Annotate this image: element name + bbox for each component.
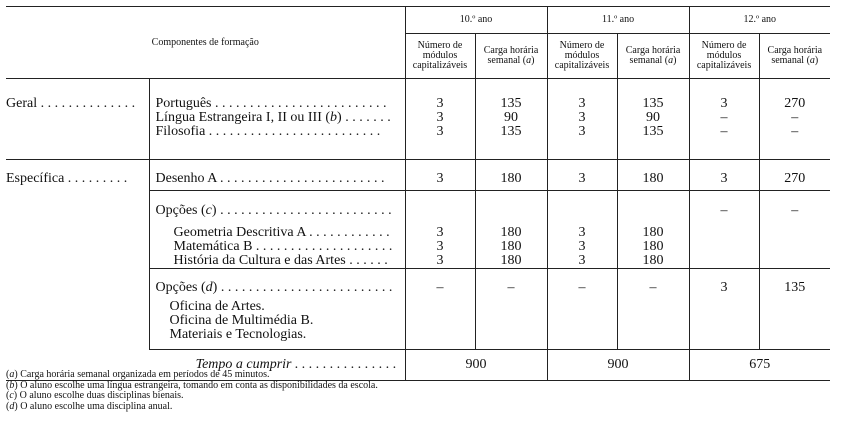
geral-value: – [720,111,728,125]
subject-filosofia: Filosofia . . . . . . . . . . . . . . . . . . . . . . . . . [155,125,381,139]
total-11: 900 [547,350,689,381]
geral-value: 135 [642,125,664,139]
geral-value: 3 [578,125,586,139]
year-11-header: 11.º ano [547,7,689,34]
modules-header-12: Número de módulos capitalizáveis [689,34,759,79]
footnote-a: (a) Carga horária semanal organizada em períodos de 45 minutos. [6,369,270,380]
opc-c-value [690,254,759,268]
opc-c-value: 180 [500,240,522,254]
total-10: 900 [405,350,547,381]
geral-value: 3 [578,97,586,111]
geral-value: – [720,125,728,139]
opc-d-value: 135 [759,269,830,350]
geral-col [475,79,547,160]
geral-col [689,79,759,160]
opc-c-value: 180 [500,254,522,268]
opc-c-header-value [406,204,475,218]
opcoes-c-label: Opções (c) . . . . . . . . . . . . . . . . . . . . . . . . . [155,204,392,218]
geral-col [617,79,689,160]
total-12: 675 [689,350,830,381]
section-especifica [6,160,830,191]
opc-c-value: 180 [500,226,522,240]
opc-c-col [689,191,759,269]
opc-c-value: 180 [642,254,664,268]
desenho-value: 3 [547,160,617,191]
year-10-header: 10.º ano [405,7,547,34]
opc-c-value [760,254,831,268]
header-row-years [6,7,830,34]
geral-value: 135 [500,97,522,111]
desenho-value: 270 [759,160,830,191]
geral-value: 3 [436,111,444,125]
opc-c-header-value [548,204,617,218]
subject-geometria: Geometria Descritiva A . . . . . . . . . . . . [173,226,390,240]
subject-materiais: Materiais e Tecnologias. [169,328,307,342]
tempo-label: Tempo a cumprir . . . . . . . . . . . . . . . [6,350,405,381]
geral-value: 3 [720,97,728,111]
geral-subjects [149,79,405,160]
geral-value: 3 [436,97,444,111]
opc-c-col [475,191,547,269]
subject-desenho-a: Desenho A . . . . . . . . . . . . . . . . . . . . . . . . [149,160,405,191]
footnote-c: (c) O aluno escolhe duas disciplinas bienais. [6,390,184,401]
footnote-d: (d) O aluno escolhe uma disciplina anual. [6,400,173,412]
geral-value: 270 [784,97,806,111]
modules-header-10: Número de módulos capitalizáveis [405,34,475,79]
desenho-value: 3 [689,160,759,191]
geral-value: 90 [504,111,518,125]
opc-c-value: 3 [436,240,444,254]
opc-c-value: 3 [578,226,586,240]
geral-value: 3 [436,125,444,139]
geral-value: 135 [500,125,522,139]
desenho-value: 3 [405,160,475,191]
desenho-value: 180 [475,160,547,191]
opc-c-value: 3 [578,254,586,268]
opc-d-value: – [405,269,475,350]
subject-oficina-artes: Oficina de Artes. [169,300,265,314]
components-header: Componentes de formação [6,7,405,79]
opc-d-value: – [547,269,617,350]
opc-d-value: – [475,269,547,350]
geral-col [405,79,475,160]
opc-c-value [690,240,759,254]
hours-header-10: Carga horária semanal (a) [475,34,547,79]
subject-portugues: Português . . . . . . . . . . . . . . . . . . . . . . . . . [155,97,387,111]
geral-value: – [791,125,799,139]
opc-c-col [759,191,830,269]
geral-value: 3 [578,111,586,125]
opc-c-value: 3 [578,240,586,254]
footnote-b: (b) O aluno escolhe uma língua estrangeira, tomando em conta as disponibilidades da escola. [6,379,378,391]
opcoes-d-label: Opções (d) . . . . . . . . . . . . . . . . . . . . . . . . . [155,281,393,295]
modules-header-11: Número de módulos capitalizáveis [547,34,617,79]
opc-c-value: 180 [642,226,664,240]
opc-c-col [617,191,689,269]
opc-c-header-value [476,204,547,218]
opc-c-value [760,226,831,240]
opc-c-col [405,191,475,269]
hours-header-11: Carga horária semanal (a) [617,34,689,79]
opc-c-value: 3 [436,226,444,240]
year-12-header: 12.º ano [689,7,830,34]
geral-col [759,79,830,160]
geral-value: – [791,111,799,125]
geral-value: 90 [646,111,661,125]
geral-col [547,79,617,160]
subject-oficina-multimedia: Oficina de Multimédia B. [169,314,314,328]
curriculum-table [6,6,830,381]
opc-c-value [760,240,831,254]
opc-c-header-value [618,204,689,218]
footnotes [6,370,378,412]
geral-value: 135 [642,97,664,111]
opc-c-value: 3 [436,254,444,268]
opc-c-header-value: – [720,204,728,218]
opc-d-value: – [617,269,689,350]
opc-d-value: 3 [689,269,759,350]
subject-historia: História da Cultura e das Artes . . . . . . [173,254,388,268]
group-label-geral: Geral . . . . . . . . . . . . . . [6,79,149,160]
opc-c-value [690,226,759,240]
section-geral [6,79,830,160]
opcoes-d-cell [149,269,405,350]
subject-lingua-estrangeira: Língua Estrangeira I, II ou III (b) . . . . . . . [155,111,391,125]
opc-c-col [547,191,617,269]
opc-c-header-value: – [791,204,799,218]
subject-matematica-b: Matemática B . . . . . . . . . . . . . . . . . . . . [173,240,393,254]
desenho-value: 180 [617,160,689,191]
opc-c-value: 180 [642,240,664,254]
opcoes-c-cell [149,191,405,269]
hours-header-12: Carga horária semanal (a) [759,34,830,79]
group-label-especifica: Específica . . . . . . . . . [6,171,128,186]
